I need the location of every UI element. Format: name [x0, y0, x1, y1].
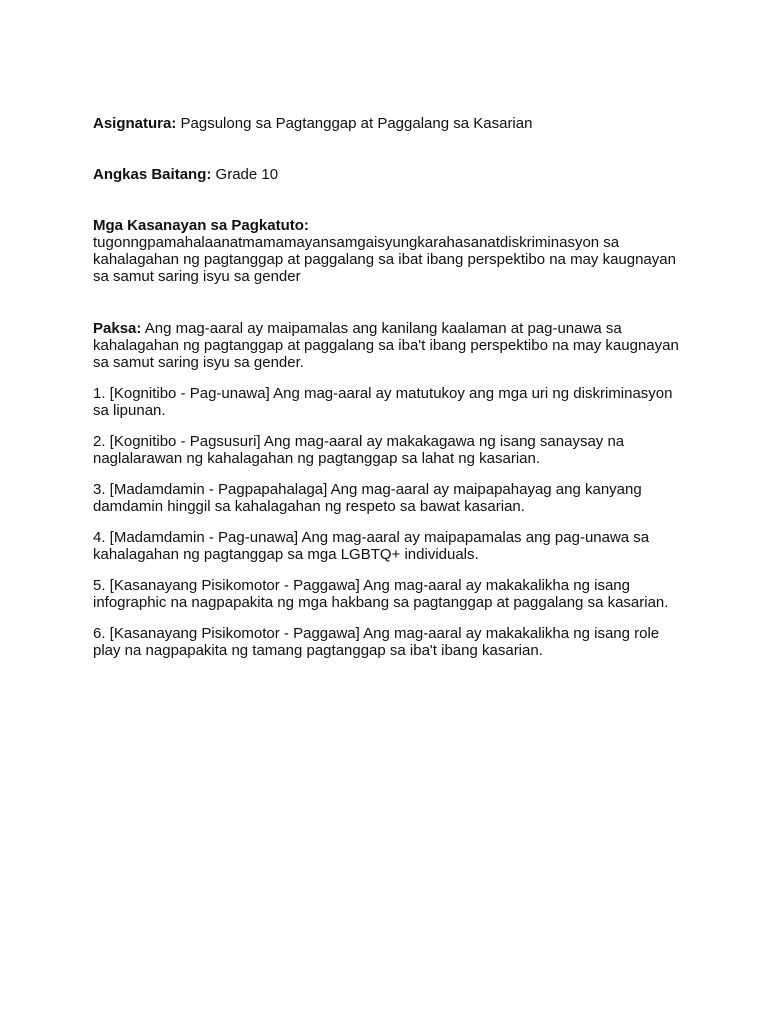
angkas-baitang-label: Angkas Baitang: [93, 166, 212, 183]
kasanayan-label: Mga Kasanayan sa Pagkatuto: [93, 217, 309, 234]
objectives-list [93, 385, 683, 659]
asignatura-value: Pagsulong sa Pagtanggap at Paggalang sa Kasarian [180, 115, 533, 132]
objective-item: 2. [Kognitibo - Pagsusuri] Ang mag-aaral ay makakagawa ng isang sanaysay na naglalarawan ng kahalagahan ng pagtanggap sa lahat ng kasarian. [93, 433, 625, 467]
document-content [93, 115, 683, 673]
asignatura-field [93, 115, 683, 132]
kasanayan-value: tugonngpamahalaanatmamamayansamgaisyungkarahasanatdiskriminasyon sa kahalagahan ng pagtanggap at paggalang sa ibat ibang perspektibo na may kaugnayan sa samut saring isyu sa gender [93, 234, 676, 285]
objective-item: 1. [Kognitibo - Pag-unawa] Ang mag-aaral ay matutukoy ang mga uri ng diskriminasyon sa lipunan. [93, 385, 673, 419]
objective-item: 3. [Madamdamin - Pagpapahalaga] Ang mag-aaral ay maipapahayag ang kanyang damdamin hinggil sa kahalagahan ng respeto sa bawat kasarian. [93, 481, 642, 515]
objective-item: 4. [Madamdamin - Pag-unawa] Ang mag-aaral ay maipapamalas ang pag-unawa sa kahalagahan ng pagtanggap sa mga LGBTQ+ individuals. [93, 529, 650, 563]
angkas-baitang-field [93, 166, 683, 183]
objective-item: 5. [Kasanayang Pisikomotor - Paggawa] Ang mag-aaral ay makakalikha ng isang infographic na nagpapakita ng mga hakbang sa pagtanggap at paggalang sa kasarian. [93, 577, 669, 611]
angkas-baitang-value: Grade 10 [215, 166, 279, 183]
paksa-field [93, 320, 683, 371]
paksa-label: Paksa: [93, 320, 142, 337]
kasanayan-field [93, 217, 683, 285]
paksa-value: Ang mag-aaral ay maipamalas ang kanilang kaalaman at pag-unawa sa kahalagahan ng pagtanggap at paggalang sa iba't ibang perspektibo na may kaugnayan sa samut saring isyu sa gender. [93, 320, 679, 371]
asignatura-label: Asignatura: [93, 115, 177, 132]
objective-item: 6. [Kasanayang Pisikomotor - Paggawa] Ang mag-aaral ay makakalikha ng isang role play na nagpapakita ng tamang pagtanggap sa iba't ibang kasarian. [93, 625, 660, 659]
